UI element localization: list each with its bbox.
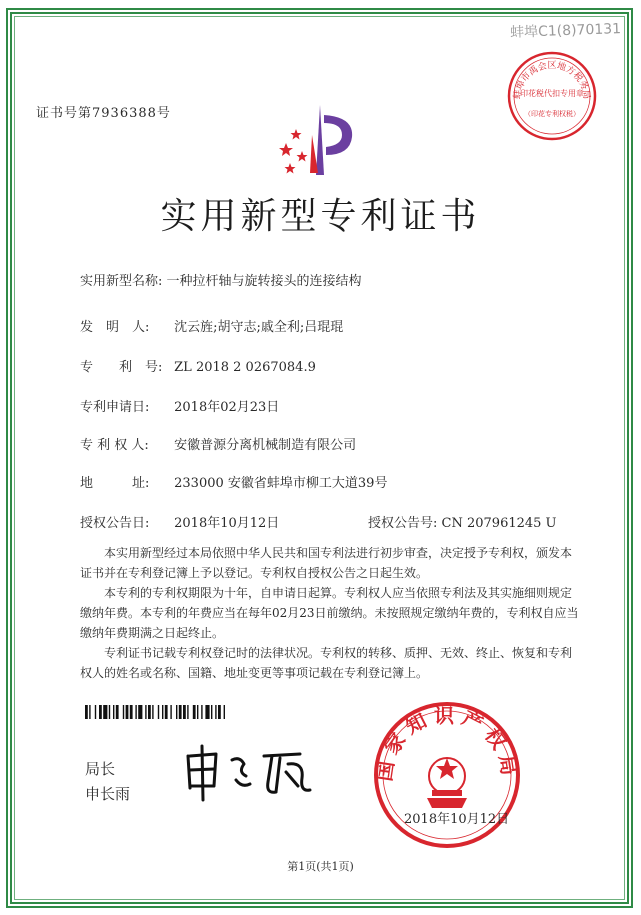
address-value: 233000 安徽省蚌埠市柳工大道39号	[174, 476, 388, 491]
certificate-title: 实用新型专利证书	[160, 196, 481, 237]
paragraph-grant: 本实用新型经过本局依照中华人民共和国专利法进行初步审查，决定授予专利权，颁发本证书并在专利登记簿上予以登记。专利权自授权公告之日起生效。	[80, 546, 573, 580]
address-label: 地 址:	[80, 476, 150, 491]
tax-seal-arc-text: 蚌埠市禹会区地方税务局	[512, 61, 592, 100]
patentee-label: 专 利 权 人:	[80, 438, 149, 453]
filing-date-row	[80, 396, 279, 415]
issue-date: 2018年10月12日	[404, 812, 510, 827]
signature-title: 局长	[85, 760, 116, 778]
address-row	[80, 472, 387, 491]
inventor-row	[80, 316, 343, 335]
patent-number-row	[80, 356, 316, 375]
certificate-number: 证书号第7936388号	[36, 106, 171, 121]
grant-date-value: 2018年10月12日	[174, 516, 280, 531]
grant-number-value: CN 207961245 U	[441, 516, 557, 531]
grant-number-label: 授权公告号:	[368, 516, 438, 531]
tax-seal-bottom-text: （印花专利权税）	[524, 110, 580, 118]
paragraph-status: 专利证书记载专利权登记时的法律状况。专利权的转移、质押、无效、终止、恢复和专利权人的姓名或名称、国籍、地址变更等事项记载在专利登记簿上。	[80, 646, 573, 680]
tax-seal-center-text: 印花税代扣专用章	[520, 89, 584, 98]
utility-model-name-row	[80, 270, 362, 289]
certificate-body	[80, 543, 580, 683]
cnipa-logo	[272, 95, 362, 185]
filing-date-label: 专利申请日:	[80, 400, 150, 415]
inventor-label: 发 明 人:	[80, 320, 150, 335]
grant-number-row	[368, 512, 557, 531]
page-footer: 第1页(共1页)	[287, 860, 354, 873]
patentee-value: 安徽普源分离机械制造有限公司	[174, 438, 357, 453]
barcode	[85, 705, 337, 719]
patentee-row	[80, 434, 356, 453]
patent-number-value: ZL 2018 2 0267084.9	[174, 360, 316, 375]
grant-date-row	[80, 512, 279, 531]
handwritten-note: 蚌埠C1(8)70131	[509, 21, 622, 41]
inventor-value: 沈云旌;胡守志;戚全利;吕琨琨	[174, 320, 344, 335]
utility-model-name-label: 实用新型名称:	[80, 274, 163, 289]
paragraph-term: 本专利的专利权期限为十年，自申请日起算。专利权人应当依照专利法及其实施细则规定缴纳年费。本专利的年费应当在每年02月23日前缴纳。未按照规定缴纳年费的，专利权自应当缴纳年费期满之日起终止。	[80, 586, 579, 640]
patent-number-label: 专 利 号:	[80, 360, 163, 375]
cnipa-seal-text: 国家知识产权局	[372, 703, 522, 783]
grant-date-label: 授权公告日:	[80, 516, 150, 531]
tax-seal	[506, 50, 598, 142]
filing-date-value: 2018年02月23日	[174, 400, 280, 415]
utility-model-name-value: 一种拉杆轴与旋转接头的连接结构	[166, 274, 362, 289]
cnipa-seal	[372, 700, 522, 850]
handwritten-signature	[180, 742, 325, 802]
signature-name: 申长雨	[85, 785, 131, 803]
